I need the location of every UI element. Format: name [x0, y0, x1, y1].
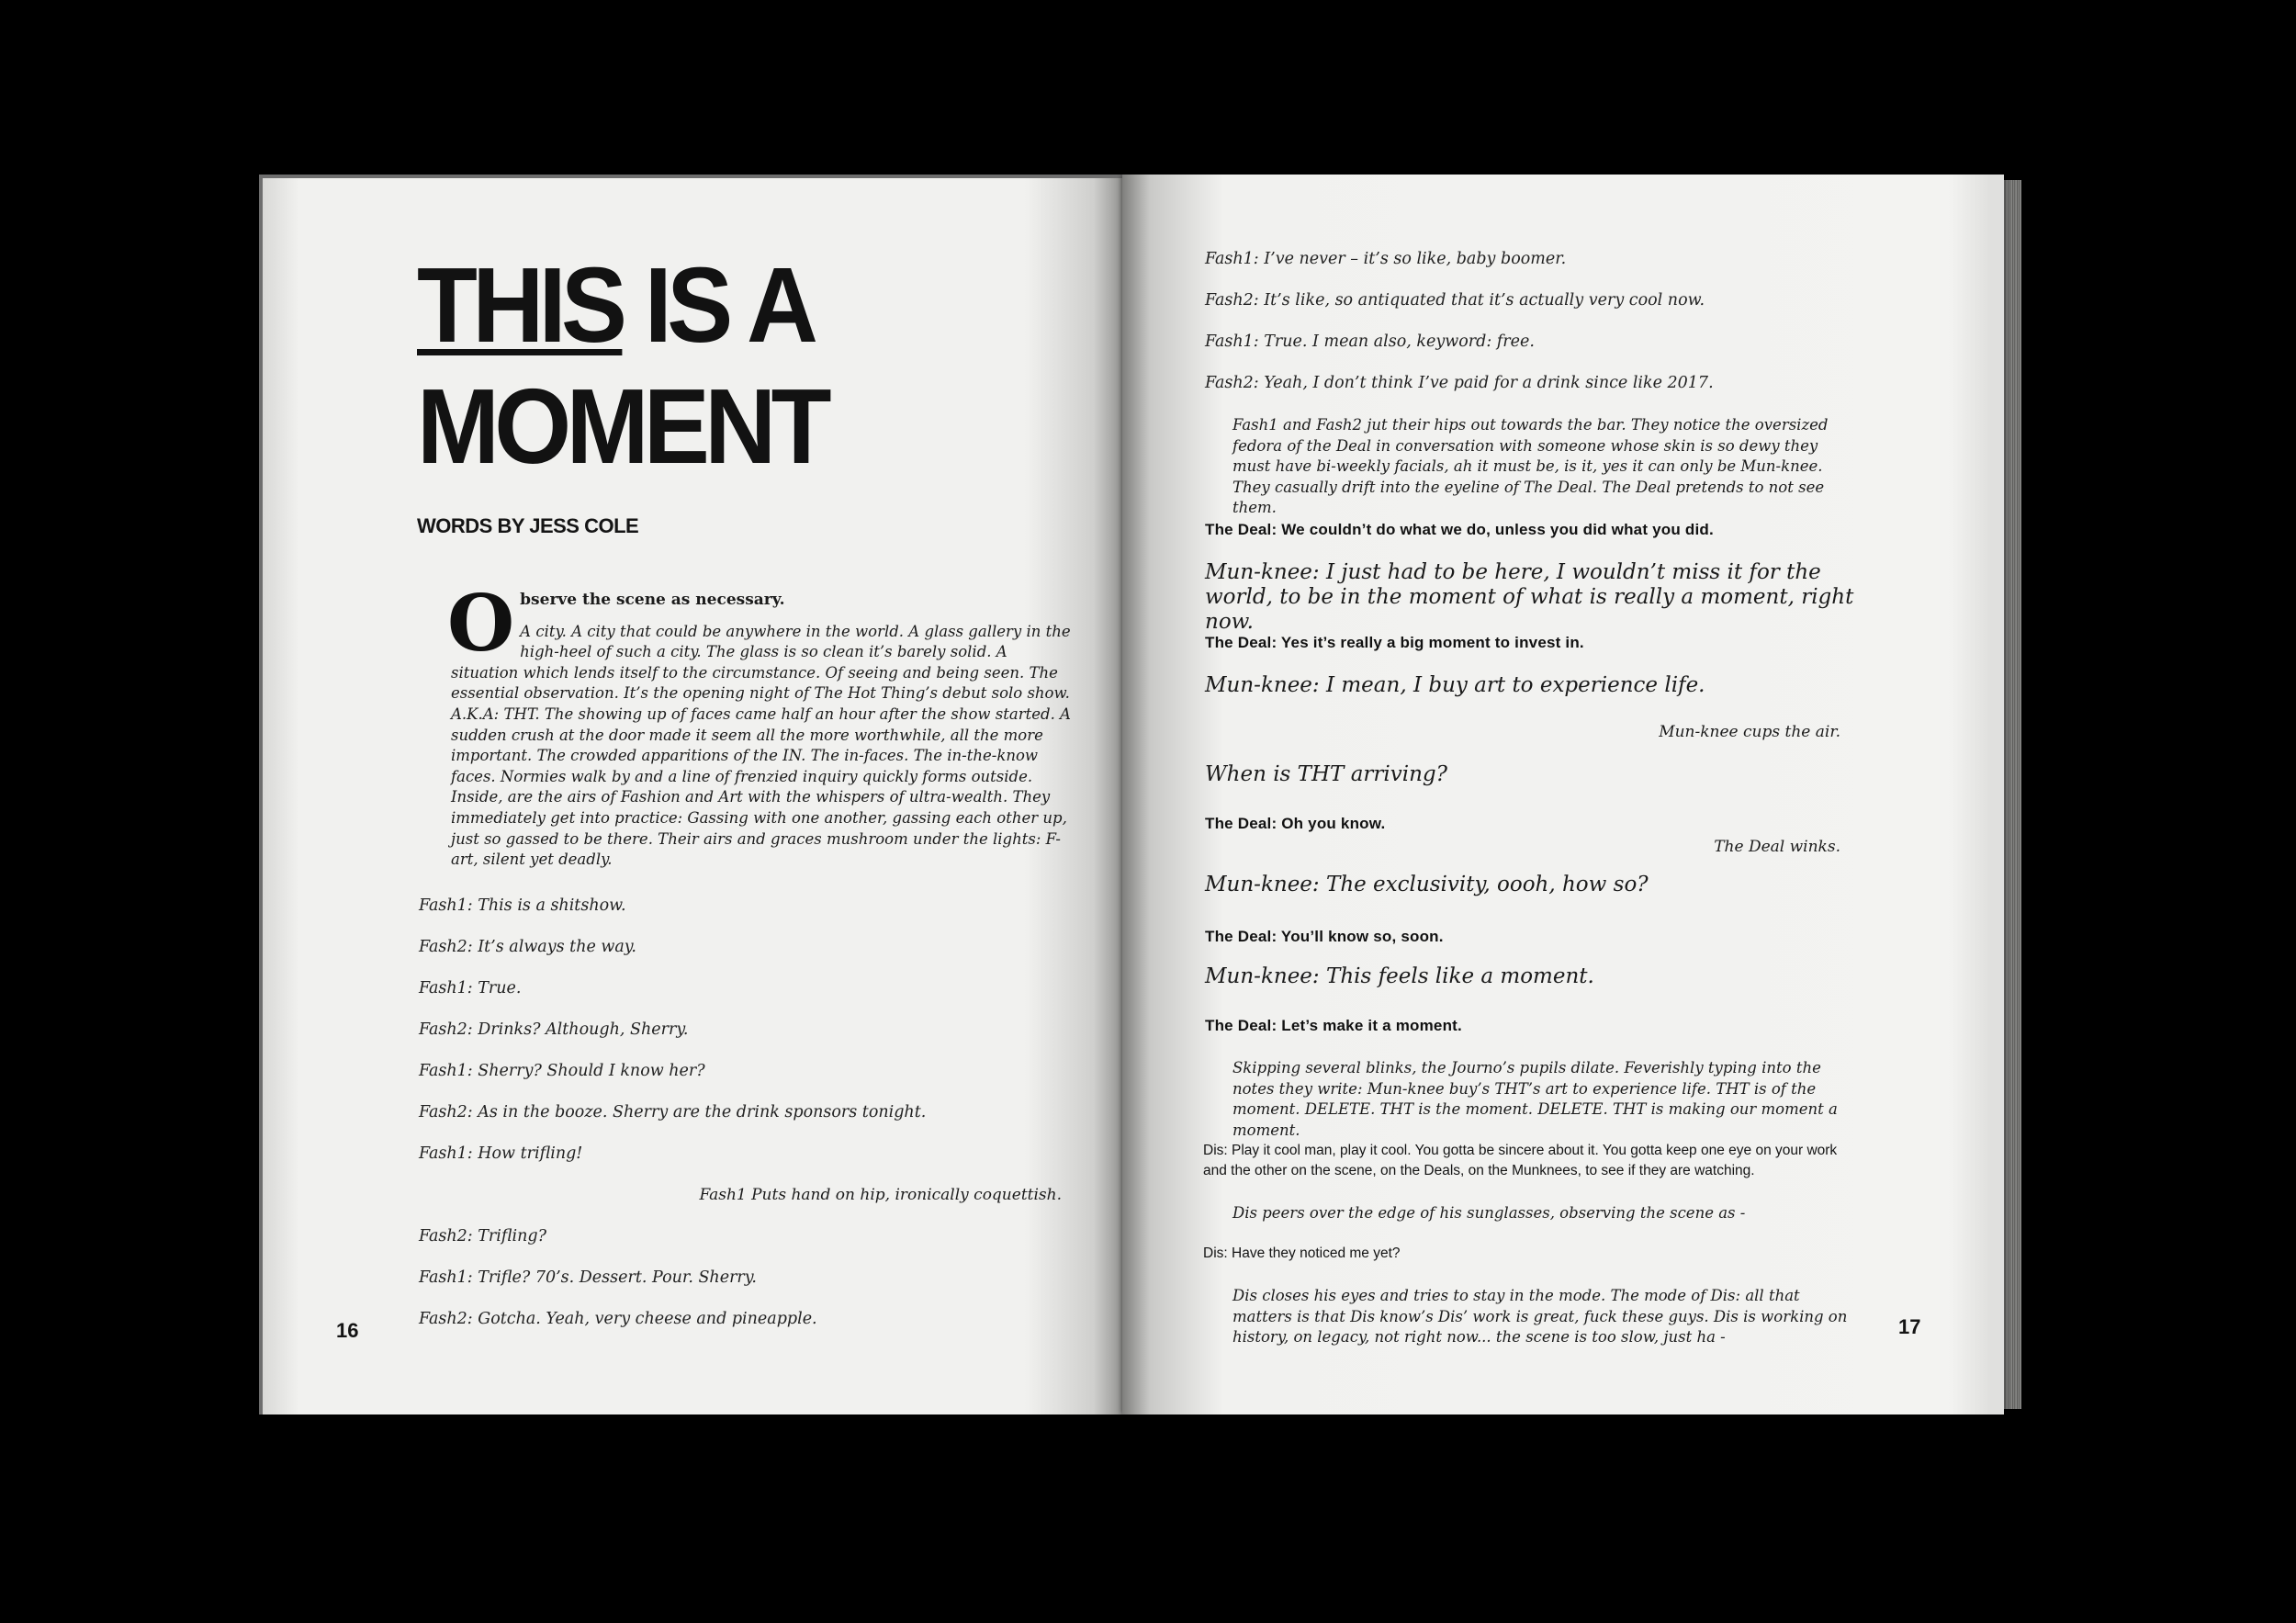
mun-knee-line: Mun-knee: I just had to be here, I wouldn’t miss it for the world, to be in the moment of what is really a moment, right now.: [1205, 560, 1854, 634]
dialogue-line: Fash2: Drinks? Although, Sherry.: [419, 1020, 689, 1039]
intro-body: A city. A city that could be anywhere in the world. A glass gallery in the high-heel of such a city. The glass is so clean it’s barely solid. A situation which lends itself to the circumstance. Of seeing and being seen. The essential observation. It’s the opening night of The Hot Thing’s debut solo show. A.K.A: THT. The showing up of faces came half an hour after the show started. A sudden crush at the door made it seem all the more worthwhile, all the more important. The crowded apparitions of the IN. The in-faces. The in-the-know faces. Normies walk by and a line of frenzied inquiry quickly forms outside. Inside, are the airs of Fashion and Art with the whispers of ultra-wealth. They immediately get into practice: Gassing with one another, gassing each other up, just so gassed to be there. Their airs and graces mushroom under the lights: F-art, silent yet deadly.: [451, 622, 1071, 869]
mun-knee-line: Mun-knee: This feels like a moment.: [1205, 964, 1594, 988]
stage-direction-block: Dis closes his eyes and tries to stay in the mode. The mode of Dis: all that matters is that Dis know’s Dis’ work is great, fuck these guys. Dis is working on history, on legacy, not right now... the scene is too slow, just ha -: [1232, 1287, 1848, 1346]
title-rest: IS A: [622, 245, 814, 365]
stage-direction-block: Skipping several blinks, the Journo’s pupils dilate. Feverishly typing into the notes they write: Mun-knee buy’s THT’s art to experience life. THT is of the moment. DELETE. THT is the moment. DELETE. THT is making our moment a moment.: [1232, 1059, 1838, 1139]
magazine-spread: [259, 175, 2004, 1414]
question-line: When is THT arriving?: [1205, 762, 1447, 786]
stage-direction: Dis peers over the edge of his sunglasses, observing the scene as -: [1232, 1204, 1746, 1222]
stage-direction: The Deal winks.: [1714, 838, 1840, 856]
dis-line: Dis: Have they noticed me yet?: [1203, 1245, 1401, 1261]
dialogue-line: Fash1: I’ve never – it’s so like, baby boomer.: [1205, 250, 1567, 268]
deal-line: The Deal: Oh you know.: [1205, 815, 1386, 832]
title-line-2: MOMENT: [417, 366, 827, 486]
mun-knee-line: Mun-knee: I mean, I buy art to experience life.: [1205, 673, 1705, 697]
deal-line: The Deal: You’ll know so, soon.: [1205, 928, 1444, 945]
dialogue-line: Fash2: It’s always the way.: [419, 938, 636, 956]
dis-line: Dis: Play it cool man, play it cool. You gotta be sincere about it. You gotta keep one eye on your work and the other on the scene, on the Deals, on the Munknees, to see if they are watching.: [1203, 1143, 1838, 1178]
dialogue-line: Fash2: Yeah, I don’t think I’ve paid for a drink since like 2017.: [1205, 374, 1714, 392]
dialogue-line: Fash2: Gotcha. Yeah, very cheese and pineapple.: [419, 1310, 817, 1328]
dialogue-line: Fash1: True. I mean also, keyword: free.: [1205, 332, 1535, 351]
dialogue-line: Fash1: Trifle? 70’s. Dessert. Pour. Sherry.: [419, 1268, 757, 1287]
dialogue-line: Fash1: How trifling!: [419, 1144, 583, 1163]
dialogue-line: Fash1: This is a shitshow.: [419, 896, 626, 915]
stage-direction: Fash1 Puts hand on hip, ironically coquettish.: [699, 1186, 1062, 1204]
dialogue-line: Fash1: Sherry? Should I know her?: [419, 1062, 705, 1080]
drop-cap: O: [447, 578, 515, 669]
deal-line: The Deal: We couldn’t do what we do, unless you did what you did.: [1205, 521, 1714, 538]
page-number-left: 16: [336, 1319, 359, 1342]
intro-paragraph: [447, 578, 1075, 871]
article-title: [417, 244, 827, 487]
page-number-right: 17: [1898, 1315, 1921, 1338]
stage-direction-block: Fash1 and Fash2 jut their hips out towards the bar. They notice the oversized fedora of the Deal in conversation with someone whose skin is so dewy they must have bi-weekly facials, ah it must be, is it, yes it can only be Mun-knee. They casually drift into the eyeline of The Deal. The Deal pretends to not see them.: [1232, 416, 1829, 516]
deal-line: The Deal: Let’s make it a moment.: [1205, 1017, 1462, 1034]
dialogue-line: Fash2: As in the booze. Sherry are the drink sponsors tonight.: [419, 1103, 927, 1121]
left-page: [259, 175, 1122, 1414]
intro-lead: bserve the scene as necessary.: [520, 591, 785, 609]
right-page: [1122, 175, 2004, 1414]
stage-direction: Mun-knee cups the air.: [1659, 723, 1840, 741]
dialogue-line: Fash1: True.: [419, 979, 522, 997]
title-underlined-word: THIS: [417, 245, 623, 365]
mun-knee-line: Mun-knee: The exclusivity, oooh, how so?: [1205, 873, 1649, 896]
dialogue-line: Fash2: Trifling?: [419, 1227, 546, 1245]
byline: WORDS BY JESS COLE: [417, 514, 639, 537]
dialogue-line: Fash2: It’s like, so antiquated that it’s actually very cool now.: [1205, 291, 1705, 310]
deal-line: The Deal: Yes it’s really a big moment to invest in.: [1205, 634, 1584, 651]
